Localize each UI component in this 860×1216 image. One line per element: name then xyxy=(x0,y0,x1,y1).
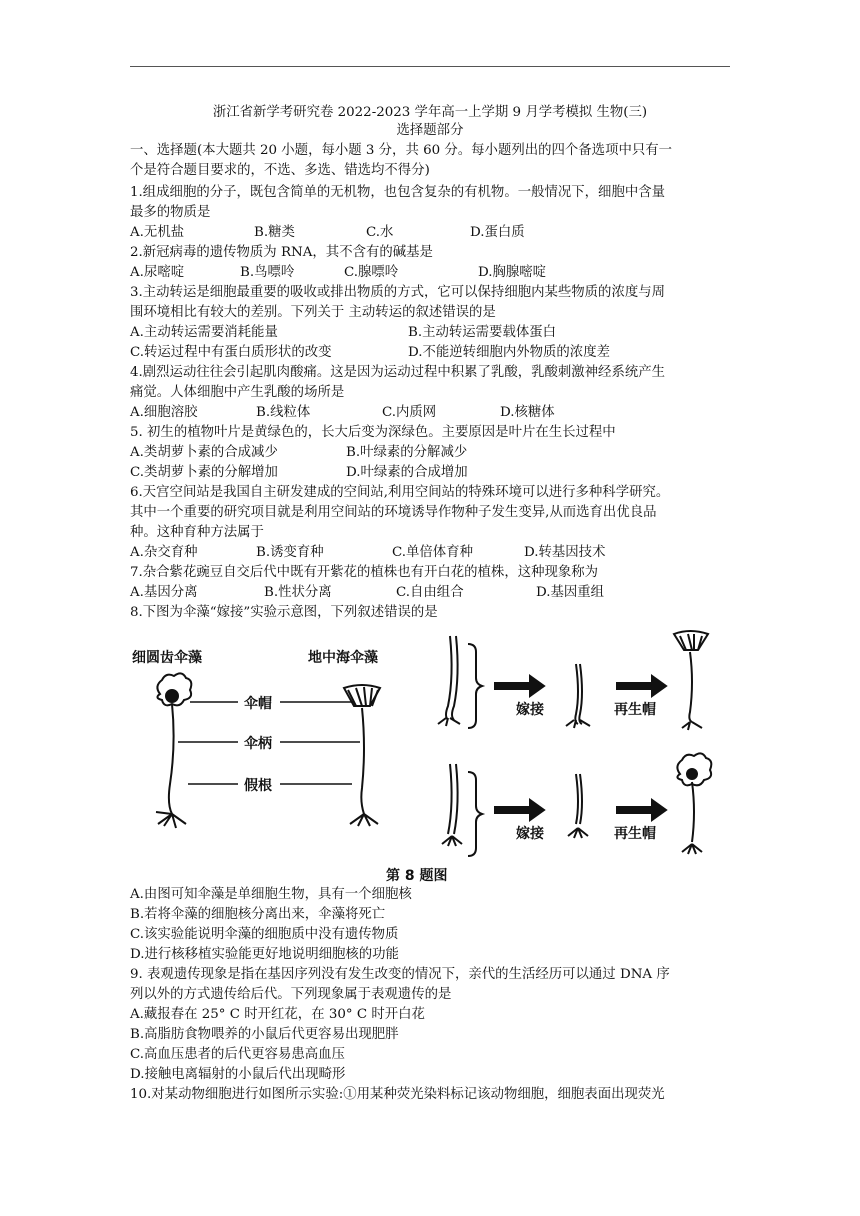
option-c: C.腺嘌呤 xyxy=(344,265,399,280)
species-label-right: 地中海伞藻 xyxy=(308,650,378,666)
option-d: D.叶绿素的合成增加 xyxy=(346,465,468,480)
question-8-option-b: B.若将伞藻的细胞核分离出来，伞藻将死亡 xyxy=(130,907,386,922)
graft-label-top: 嫁接 xyxy=(516,702,544,718)
option-a: A.基因分离 xyxy=(130,585,198,600)
question-8-option-c: C.该实验能说明伞藻的细胞质中没有遗传物质 xyxy=(130,927,399,942)
graft-sequence-bottom xyxy=(442,753,711,856)
option-d: D.胸腺嘧啶 xyxy=(478,265,547,280)
option-d: D.基因重组 xyxy=(536,585,605,600)
section-title: 选择题部分 xyxy=(396,123,464,138)
option-b: B.线粒体 xyxy=(256,405,311,420)
option-a: A.细胞溶胶 xyxy=(130,405,198,420)
option-d: D.不能逆转细胞内外物质的浓度差 xyxy=(408,345,610,360)
option-c: C.单倍体育种 xyxy=(392,545,473,560)
question-6-stem-cont-2: 种。这种育种方法属于 xyxy=(130,525,264,540)
question-8-option-a: A.由图可知伞藻是单细胞生物，具有一个细胞核 xyxy=(130,887,412,902)
label-stalk: 伞柄 xyxy=(244,736,272,752)
regen-label-bottom: 再生帽 xyxy=(614,826,656,842)
question-6-stem-cont: 其中一个重要的研究项目就是利用空间站的环境诱导作物种子发生变异,从而选育出优良品 xyxy=(130,505,657,520)
option-c: C.转运过程中有蛋白质形状的改变 xyxy=(130,345,332,360)
option-d: D.核糖体 xyxy=(500,405,555,420)
option-a: A.主动转运需要消耗能量 xyxy=(130,325,278,340)
option-a: A.无机盐 xyxy=(130,225,185,240)
option-a: A.尿嘧啶 xyxy=(130,265,185,280)
option-c: C.水 xyxy=(366,225,394,240)
option-a: A.类胡萝卜素的合成减少 xyxy=(130,445,278,460)
question-7-stem: 7.杂合紫花豌豆自交后代中既有开紫花的植株也有开白花的植株，这种现象称为 xyxy=(130,565,599,580)
instructions-line-1: 一、选择题(本大题共 20 小题，每小题 3 分，共 60 分。每小题列出的四个备选项中只有一 xyxy=(130,143,673,158)
question-9-option-d: D.接触电离辐射的小鼠后代出现畸形 xyxy=(130,1067,346,1082)
question-8-option-d: D.进行核移植实验能更好地说明细胞核的功能 xyxy=(130,947,399,962)
option-b: B.主动转运需要载体蛋白 xyxy=(408,325,557,340)
question-4-stem-cont: 痛觉。人体细胞中产生乳酸的场所是 xyxy=(130,385,345,400)
label-rhizoid: 假根 xyxy=(244,778,272,794)
regen-label-top: 再生帽 xyxy=(614,702,656,718)
question-9-stem: 9. 表观遗传现象是指在基因序列没有发生改变的情况下，亲代的生活经历可以通过 DNA 序 xyxy=(130,967,670,982)
question-6-stem: 6.天宫空间站是我国自主研发建成的空间站,利用空间站的特殊环境可以进行多种科学研究。 xyxy=(130,485,670,500)
question-2-stem: 2.新冠病毒的遗传物质为 RNA，其不含有的碱基是 xyxy=(130,245,433,260)
option-d: D.转基因技术 xyxy=(524,545,606,560)
exam-title: 浙江省新学考研究卷 2022-2023 学年高一上学期 9 月学考模拟 生物(三) xyxy=(212,105,648,120)
graft-sequence-top xyxy=(438,631,708,730)
question-9-option-c: C.高血压患者的后代更容易患高血压 xyxy=(130,1047,345,1062)
option-c: C.类胡萝卜素的分解增加 xyxy=(130,465,278,480)
option-b: B.叶绿素的分解减少 xyxy=(346,445,468,460)
option-c: C.自由组合 xyxy=(396,585,464,600)
question-9-option-a: A.藏报春在 25° C 时开红花，在 30° C 时开白花 xyxy=(130,1007,425,1022)
option-b: B.诱变育种 xyxy=(256,545,324,560)
option-a: A.杂交育种 xyxy=(130,545,198,560)
question-1-stem-cont: 最多的物质是 xyxy=(130,205,211,220)
label-cap: 伞帽 xyxy=(244,696,272,712)
question-9-option-b: B.高脂肪食物喂养的小鼠后代更容易出现肥胖 xyxy=(130,1027,399,1042)
option-d: D.蛋白质 xyxy=(470,225,525,240)
species-label-left: 细圆齿伞藻 xyxy=(132,650,202,666)
question-4-stem: 4.剧烈运动往往会引起肌肉酸痛。这是因为运动过程中积累了乳酸，乳酸刺激神经系统产生 xyxy=(130,365,666,380)
question-1-stem: 1.组成细胞的分子，既包含简单的无机物，也包含复杂的有机物。一般情况下，细胞中含量 xyxy=(130,185,666,200)
alga-mediterranea xyxy=(344,685,380,826)
question-5-stem: 5. 初生的植物叶片是黄绿色的，长大后变为深绿色。主要原因是叶片在生长过程中 xyxy=(130,425,616,440)
grafting-experiment-figure xyxy=(128,624,740,888)
option-b: B.糖类 xyxy=(254,225,295,240)
option-b: B.性状分离 xyxy=(264,585,332,600)
option-c: C.内质网 xyxy=(382,405,437,420)
option-b: B.鸟嘌呤 xyxy=(240,265,295,280)
header-rule xyxy=(130,66,730,67)
instructions-line-2: 个是符合题目要求的，不选、多选、错选均不得分) xyxy=(130,163,430,178)
graft-label-bottom: 嫁接 xyxy=(516,826,544,842)
alga-crenulata xyxy=(156,673,191,828)
question-8-stem: 8.下图为伞藻“嫁接”实验示意图，下列叙述错误的是 xyxy=(130,605,438,620)
question-9-stem-cont: 列以外的方式遗传给后代。下列现象属于表观遗传的是 xyxy=(130,987,452,1002)
question-10-stem: 10.对某动物细胞进行如图所示实验:①用某种荧光染料标记该动物细胞，细胞表面出现荧光 xyxy=(130,1087,665,1102)
question-3-stem: 3.主动转运是细胞最重要的吸收或排出物质的方式，它可以保持细胞内某些物质的浓度与周 xyxy=(130,285,666,300)
question-3-stem-cont: 围环境相比有较大的差别。下列关于 主动转运的叙述错误的是 xyxy=(130,305,496,320)
figure-caption: 第 8 题图 xyxy=(386,868,448,884)
